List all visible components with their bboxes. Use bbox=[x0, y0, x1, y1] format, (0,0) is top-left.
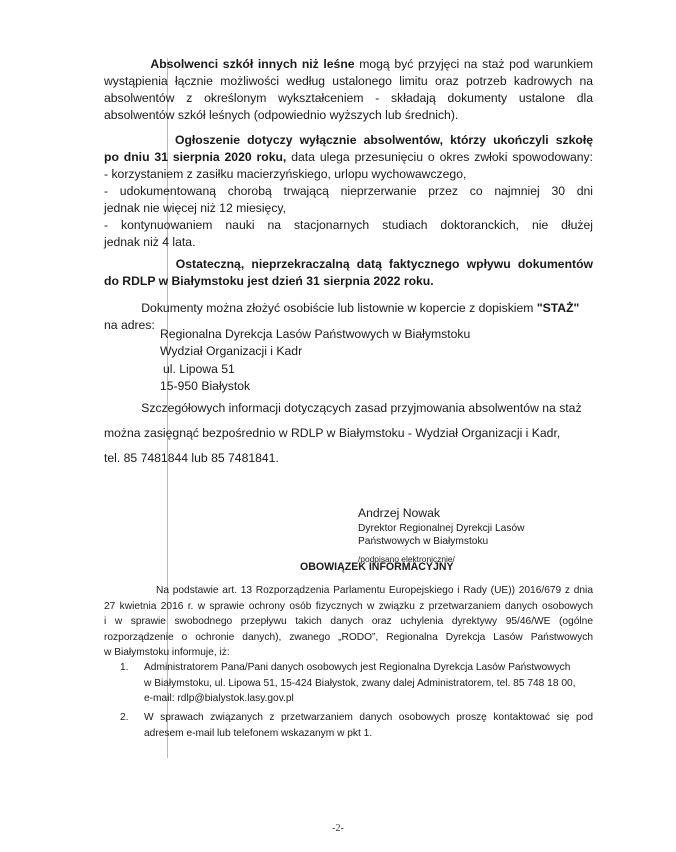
p1-line4: absolwentów szkół leśnych (odpowiednio wyższych lub średnich). bbox=[104, 108, 459, 122]
rodo-heading: OBOWIĄZEK INFORMACYJNY bbox=[300, 561, 454, 573]
p1-bold-lead: Absolwenci szkół innych niż leśne bbox=[150, 57, 355, 71]
address-line-4: 15-950 Białystok bbox=[160, 379, 251, 394]
rodo-intro-line1: Na podstawie art. 13 Rozporządzenia Parlamentu Europejskiego i Rady (UE)) 2016/679 z dnia bbox=[155, 585, 593, 596]
address-line-2: Wydział Organizacji i Kadr bbox=[160, 344, 303, 359]
signature-title-2: Państwowych w Białymstoku bbox=[358, 536, 489, 547]
p2-bullet2-cont: jednak nie więcej niż 12 miesięcy, bbox=[104, 201, 286, 215]
paragraph-more-info bbox=[104, 396, 593, 471]
address-line-3: ul. Lipowa 51 bbox=[163, 361, 235, 376]
address-line-1: Regionalna Dyrekcja Lasów Państwowych w Białymstoku bbox=[160, 327, 471, 341]
p4-line1: Dokumenty można złożyć osobiście lub listownie w kopercie z dopiskiem bbox=[141, 301, 534, 315]
rodo-item-1-line1: Administratorem Pana/Pani danych osobowych jest Regionalna Dyrekcja Lasów Państwowych bbox=[144, 662, 571, 673]
rodo-item-2-line1: W sprawach związanych z przetwarzaniem danych osobowych proszę kontaktować się pod bbox=[144, 712, 593, 723]
rodo-item-1-number: 1. bbox=[120, 662, 129, 673]
signature-name: Andrzej Nowak bbox=[358, 506, 440, 520]
p2-line1: Ogłoszenie dotyczy wyłącznie absolwentów, którzy ukończyli szkołę bbox=[174, 133, 593, 147]
p2-line2-rest: data ulega przesunięciu o okres zwłoki spowodowany: bbox=[291, 150, 593, 164]
page-number: -2- bbox=[332, 823, 344, 834]
paragraph-graduates-other-schools bbox=[104, 56, 593, 124]
rodo-intro bbox=[104, 583, 593, 661]
p4-staz: "STAŻ" bbox=[536, 301, 580, 315]
p1-line1: mogą być przyjęci na staż pod warunkiem bbox=[359, 57, 593, 71]
p3-line2: do RDLP w Białymstoku jest dzień 31 sierpnia 2022 roku. bbox=[104, 274, 434, 288]
signature-block bbox=[358, 505, 618, 566]
rodo-item-1-line3: e-mail: rdlp@bialystok.lasy.gov.pl bbox=[144, 693, 294, 705]
p2-bullet3-cont: jednak niż 4 lata. bbox=[104, 235, 196, 249]
rodo-item-1 bbox=[120, 660, 593, 707]
rodo-item-2-number: 2. bbox=[120, 712, 129, 723]
p4-line2: na adres: bbox=[104, 318, 155, 332]
p5-line1: Szczegółowych informacji dotyczących zasad przyjmowania absolwentów na staż bbox=[141, 401, 582, 415]
p1-line2: wystąpienia łącznie możliwości według ustalonego limitu oraz potrzeb kadrowych na bbox=[104, 74, 593, 88]
signature-note: /podpisano elektronicznie/ bbox=[358, 554, 455, 564]
rodo-item-1-line2: w Białymstoku, ul. Lipowa 51, 15-424 Białystok, zwany dalej Administratorem, tel. 85 748 18 00, bbox=[144, 677, 576, 689]
p2-bullet3: - kontynuowaniem nauki na stacjonarnych studiach doktoranckich, nie dłużej bbox=[104, 218, 593, 232]
signature-title-1: Dyrektor Regionalnej Dyrekcji Lasów bbox=[358, 523, 525, 534]
paragraph-deadline bbox=[104, 256, 593, 290]
p2-bullet1: - korzystaniem z zasiłku macierzyńskiego, urlopu wychowawczego, bbox=[104, 167, 467, 181]
p3-line1: Ostateczną, nieprzekraczalną datą faktycznego wpływu dokumentów bbox=[175, 257, 593, 271]
rodo-intro-line5: w Białymstoku informuje, iż: bbox=[104, 647, 230, 659]
address-block bbox=[160, 326, 520, 396]
p2-bullet2: - udokumentowaną chorobą trwającą nieprzerwanie przez co najmniej 30 dni bbox=[104, 184, 593, 198]
p1-line3: absolwentów z określonym wykształceniem - składają dokumenty ustalone dla bbox=[104, 91, 593, 105]
rodo-item-2 bbox=[120, 710, 593, 741]
p5-line2: można zasięgnąć bezpośrednio w RDLP w Białymstoku - Wydział Organizacji i Kadr, bbox=[104, 426, 561, 440]
p5-line3: tel. 85 7481844 lub 85 7481841. bbox=[104, 451, 279, 465]
rodo-intro-line2: 27 kwietnia 2016 r. w sprawie ochrony osób fizycznych w związku z przetwarzaniem danych osobowych bbox=[104, 600, 593, 612]
rodo-intro-line4: rozporządzenie o ochronie danych), zwanego „RODO”, Regionalna Dyrekcja Lasów Państwowych bbox=[104, 631, 593, 643]
rodo-intro-line3: i w sprawie swobodnego przepływu takich danych oraz uchylenia dyrektywy 95/46/WE (ogólne bbox=[104, 616, 593, 628]
p2-date-bold: po dniu 31 sierpnia 2020 roku, bbox=[104, 150, 287, 164]
rodo-item-2-line2: adresem e-mail lub telefonem wskazanym w pkt 1. bbox=[144, 727, 373, 739]
paragraph-announcement-scope bbox=[104, 132, 593, 251]
